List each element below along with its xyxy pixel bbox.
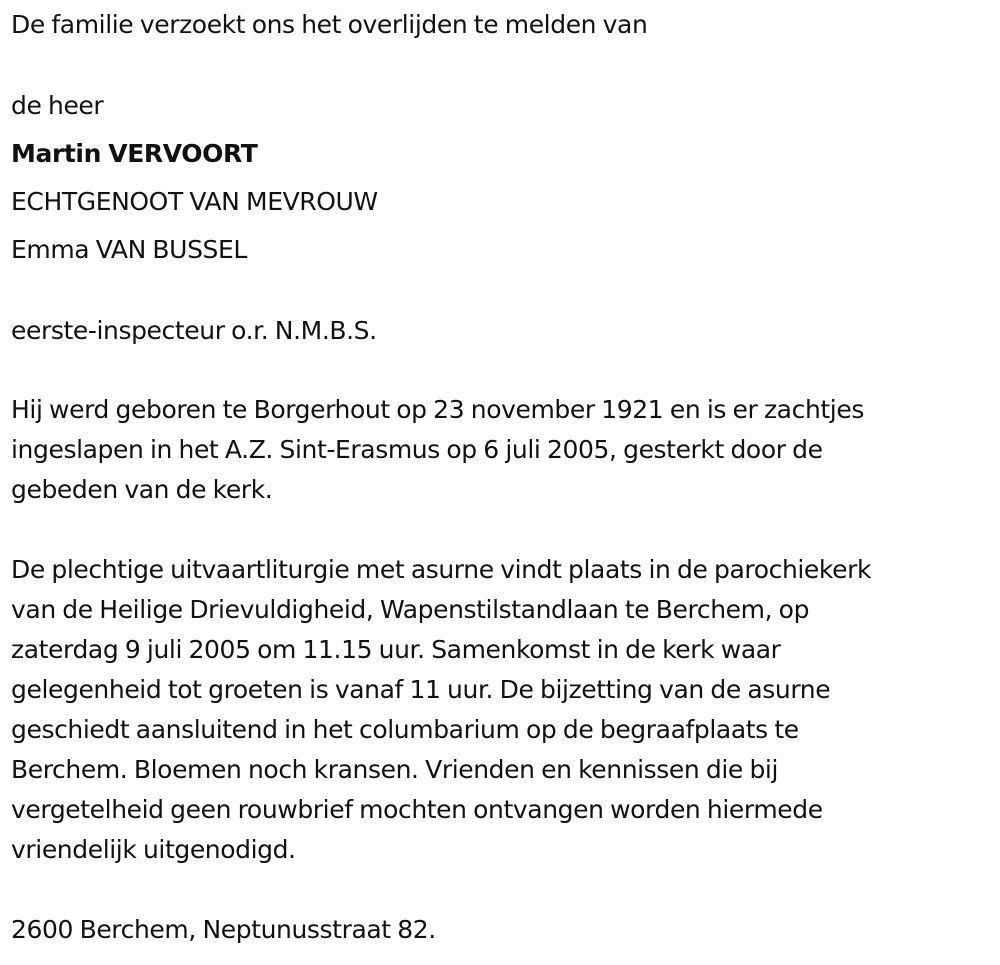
- address: 2600 Berchem, Neptunusstraat 82.: [11, 915, 436, 944]
- spouse-name: Emma VAN BUSSEL: [11, 235, 247, 264]
- paragraph-line: geschiedt aansluitend in het columbarium op de begraafplaats te: [11, 715, 799, 744]
- paragraph-line: ingeslapen in het A.Z. Sint-Erasmus op 6 juli 2005, gesterkt door de: [11, 435, 823, 464]
- deceased-name: Martin VERVOORT: [11, 139, 258, 168]
- relation-text: ECHTGENOOT VAN MEVROUW: [11, 187, 378, 216]
- salutation: de heer: [11, 91, 104, 120]
- paragraph-line: De plechtige uitvaartliturgie met asurne vindt plaats in de parochiekerk: [11, 555, 872, 584]
- paragraph-line: gebeden van de kerk.: [11, 475, 273, 504]
- paragraph-line: vergetelheid geen rouwbrief mochten ontvangen worden hiermede: [11, 795, 823, 824]
- intro-text: De familie verzoekt ons het overlijden te melden van: [11, 10, 648, 39]
- paragraph-line: Berchem. Bloemen noch kransen. Vrienden en kennissen die bij: [11, 755, 779, 784]
- occupation: eerste-inspecteur o.r. N.M.B.S.: [11, 316, 377, 345]
- paragraph-line: vriendelijk uitgenodigd.: [11, 835, 296, 864]
- paragraph-line: zaterdag 9 juli 2005 om 11.15 uur. Samenkomst in de kerk waar: [11, 635, 781, 664]
- paragraph-line: Hij werd geboren te Borgerhout op 23 november 1921 en is er zachtjes: [11, 395, 864, 424]
- paragraph-line: gelegenheid tot groeten is vanaf 11 uur. De bijzetting van de asurne: [11, 675, 831, 704]
- paragraph-line: van de Heilige Drievuldigheid, Wapenstilstandlaan te Berchem, op: [11, 595, 810, 624]
